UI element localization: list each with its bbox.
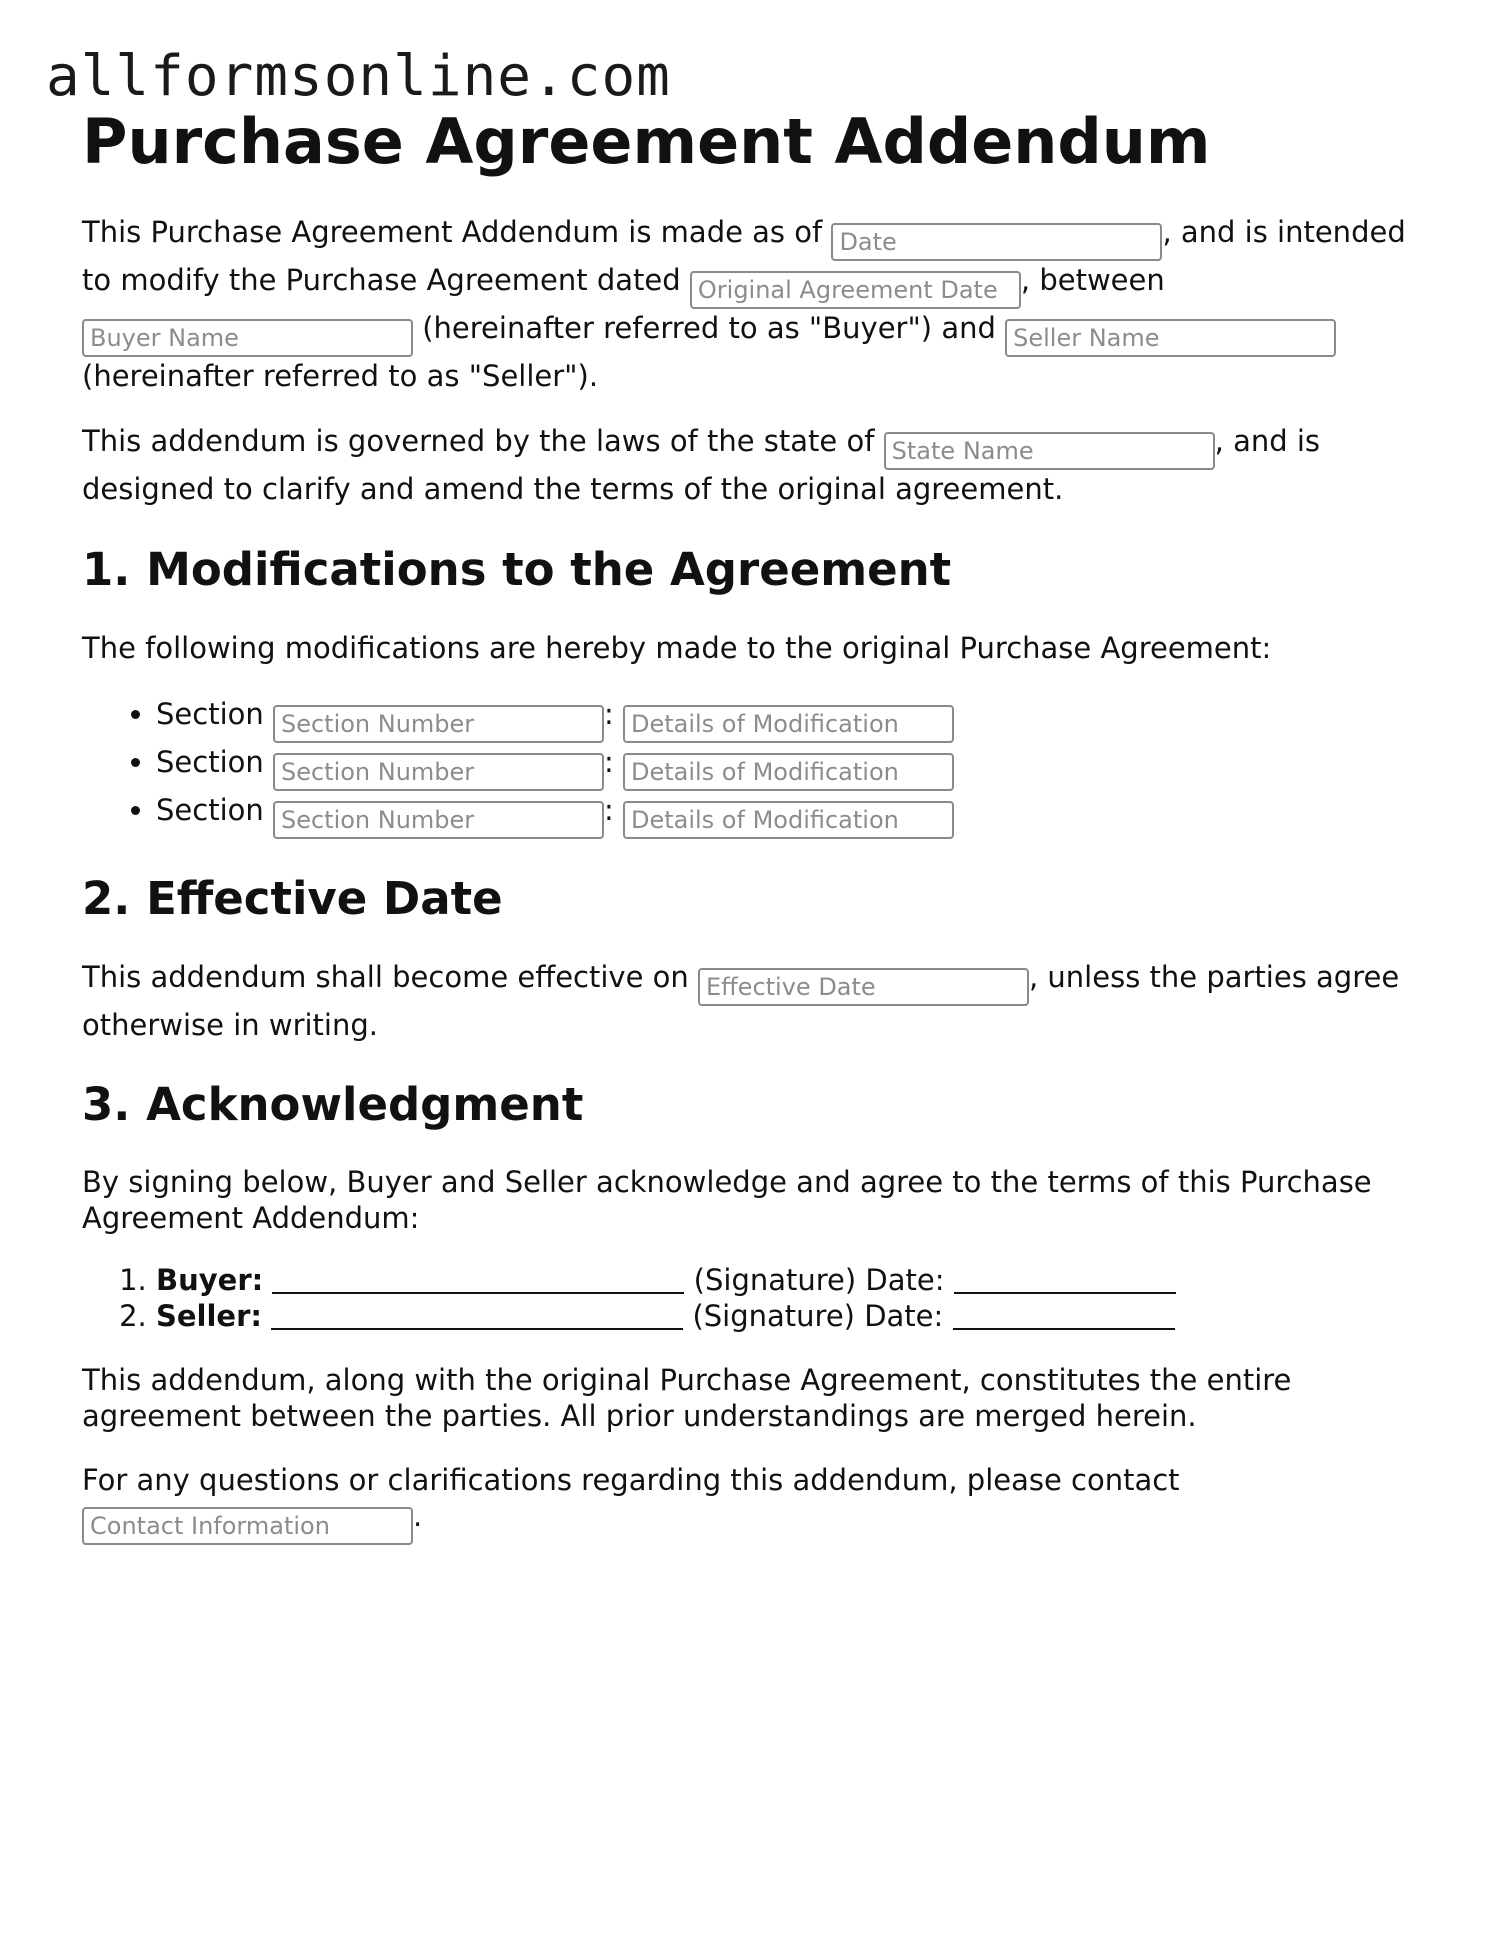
- section-label: Section: [156, 745, 273, 779]
- governing-paragraph: [82, 422, 1442, 509]
- intro-text-4: (hereinafter referred to as "Buyer") and: [413, 311, 1006, 345]
- effective-text-2: , unless the parties agree otherwise in writing.: [82, 960, 1400, 1042]
- effective-date-paragraph: [82, 958, 1442, 1045]
- effective-date-input[interactable]: [698, 968, 1029, 1006]
- governing-text-1: This addendum is governed by the laws of the state of: [82, 424, 884, 458]
- modification-details-input[interactable]: [623, 801, 954, 839]
- contact-information-input[interactable]: [82, 1507, 413, 1545]
- modifications-intro: The following modifications are hereby made to the original Purchase Agreement:: [82, 631, 1272, 665]
- intro-text-5: (hereinafter referred to as "Seller").: [82, 359, 599, 393]
- original-agreement-date-input[interactable]: [690, 271, 1021, 309]
- section-label: Section: [156, 697, 273, 731]
- section-separator: :: [603, 793, 623, 827]
- entire-agreement-paragraph: This addendum, along with the original Purchase Agreement, constitutes the entire agreement between the parties. All prior understandings are merged herein.: [82, 1363, 1292, 1433]
- buyer-signature-line[interactable]: [272, 1262, 684, 1294]
- contact-period: .: [413, 1499, 423, 1533]
- modifications-heading: 1. Modifications to the Agreement: [82, 543, 952, 596]
- seller-signature-label: Seller:: [156, 1299, 263, 1333]
- modification-item: [156, 791, 1442, 839]
- modification-item: [156, 743, 1442, 791]
- buyer-date-line[interactable]: [954, 1262, 1176, 1294]
- intro-text-2: , and is intended to modify the Purchase Agreement dated: [82, 215, 1406, 297]
- state-name-input[interactable]: [884, 432, 1215, 470]
- seller-signature-text: (Signature) Date:: [683, 1299, 953, 1333]
- signature-list: [82, 1262, 1442, 1334]
- document-body: [82, 104, 1442, 1545]
- document-title: Purchase Agreement Addendum: [82, 105, 1211, 178]
- modification-details-input[interactable]: [623, 753, 954, 791]
- intro-text-3: , between: [1020, 263, 1165, 297]
- seller-signature-row: [156, 1298, 1442, 1334]
- seller-name-input[interactable]: [1005, 319, 1336, 357]
- section-label: Section: [156, 793, 273, 827]
- section-number-input[interactable]: [273, 801, 604, 839]
- modifications-list: [82, 695, 1442, 839]
- governing-text-2: , and is designed to clarify and amend the terms of the original agreement.: [82, 424, 1321, 506]
- modification-item: [156, 695, 1442, 743]
- buyer-signature-text: (Signature) Date:: [684, 1263, 954, 1297]
- site-watermark: allformsonline.com: [46, 44, 671, 109]
- seller-signature-line[interactable]: [271, 1298, 683, 1330]
- contact-paragraph: [82, 1462, 1442, 1545]
- buyer-signature-row: [156, 1262, 1442, 1298]
- modification-details-input[interactable]: [623, 705, 954, 743]
- buyer-name-input[interactable]: [82, 319, 413, 357]
- intro-paragraph: [82, 213, 1442, 396]
- section-separator: :: [603, 697, 623, 731]
- acknowledgment-intro: By signing below, Buyer and Seller acknowledge and agree to the terms of this Purchase Agreement Addendum:: [82, 1165, 1372, 1235]
- seller-date-line[interactable]: [953, 1298, 1175, 1330]
- section-separator: :: [603, 745, 623, 779]
- intro-text-1: This Purchase Agreement Addendum is made as of: [82, 215, 832, 249]
- section-number-input[interactable]: [273, 705, 604, 743]
- contact-text: For any questions or clarifications regarding this addendum, please contact: [82, 1463, 1180, 1497]
- buyer-signature-label: Buyer:: [156, 1263, 264, 1297]
- section-number-input[interactable]: [273, 753, 604, 791]
- effective-text-1: This addendum shall become effective on: [82, 960, 698, 994]
- effective-date-heading: 2. Effective Date: [82, 872, 503, 925]
- acknowledgment-heading: 3. Acknowledgment: [82, 1078, 584, 1131]
- date-input[interactable]: [831, 223, 1162, 261]
